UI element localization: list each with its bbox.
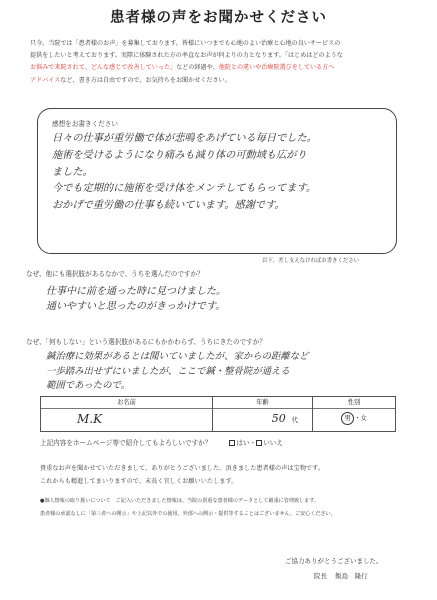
consent-separator: ・	[249, 439, 257, 447]
director-role: 院長	[314, 572, 327, 580]
intro-line-1: 只今、当院では「患者様のお声」を募集しております。皆様にいつまでも心地のよい治療と心地の良いサービスの	[30, 40, 341, 47]
impressions-label: 感想をお書きください	[52, 120, 118, 128]
gender-cell	[313, 397, 395, 431]
name-label: お名前	[117, 399, 136, 406]
impressions-answer	[52, 131, 387, 215]
answer-2-line-3: 範囲であったので。	[46, 380, 131, 391]
intro-line-4-rest: など、書き方は自由ですので、お気持ちをお聞かせください。	[60, 76, 231, 84]
privacy-notice	[40, 495, 336, 521]
question-1: なぜ、他にも選択肢があるなかで、うちを選んだのですか？	[26, 270, 204, 278]
closing-message: ご協力ありがとうございました。	[285, 557, 383, 565]
yes-checkbox[interactable]	[229, 440, 235, 446]
age-label: 年齢	[256, 399, 269, 406]
intro-text	[30, 38, 420, 87]
gender-male: 男	[341, 412, 354, 425]
consent-question: 上記内容をホームページ等で紹介してもよろしいですか？	[40, 439, 212, 447]
thanks-text	[40, 462, 324, 488]
answer-2	[46, 350, 426, 394]
gender-label: 性別	[347, 399, 361, 406]
answer-2-line-2: 一歩踏み出せずにいましたが、ここで鍼・整骨院が通える	[46, 365, 290, 377]
age-cell	[213, 397, 313, 431]
consent-yes: はい	[236, 439, 250, 447]
intro-highlight-2: 他院との違いや治療院選びをしている方へ	[218, 64, 335, 72]
thanks-line-1: 貴重なお声を聞かせていただきまして、ありがとうございました。頂きました患者様の声は宝物です。	[40, 465, 325, 472]
no-checkbox[interactable]	[256, 440, 262, 446]
answer-2-line-1: 鍼治療に効果があるとは聞いていましたが、家からの距離など	[46, 351, 309, 362]
intro-line-3	[30, 62, 420, 74]
answer-1	[46, 284, 416, 314]
intro-highlight-3: アドバイス	[30, 76, 61, 84]
gender-separator: ・	[354, 415, 361, 422]
answer-1-line-1: 仕事中に前を通った時に見つけました。	[46, 286, 226, 297]
age-row	[213, 408, 312, 432]
intro-line-2: 提供をしたいと考えております。実際に体験された方の率直なお声が何よりの力となります。「はじめはどのような	[30, 52, 343, 60]
gender-female: 女	[360, 415, 367, 422]
impressions-line-2: 施術を受けるようになり痛みも減り体の可動域も広がり	[52, 149, 307, 161]
page-title: 患者様の声をお聞かせください	[110, 10, 327, 26]
privacy-line-1: ●個人情報の取り扱いについて ご記入いただきました情報は、当院の貴重な患者様のデータとして厳重に管理致します。	[40, 498, 320, 504]
signature	[314, 571, 368, 580]
impressions-line-4: 今でも定期的に施術を受け体をメンテしてもらってます。	[52, 183, 317, 195]
info-table	[40, 396, 396, 432]
intro-line-4	[30, 75, 420, 87]
impressions-box	[37, 108, 397, 254]
director-name: 飯島 隆行	[335, 572, 368, 580]
consent-row	[40, 437, 283, 447]
thanks-line-2: これからも精進してまいりますので、末長く宜しくお願いいたします。	[40, 478, 238, 485]
name-cell	[41, 397, 213, 431]
privacy-line-2: 患者様の承認なしに「第三者への開示」や上記以外での使用、外部への開示・提供等することはございません。ご安心ください。	[40, 511, 336, 517]
answer-1-line-2: 通いやすいと思ったのがきっかけです。	[46, 301, 226, 312]
gender-row	[313, 408, 395, 430]
question-2: なぜ、「何もしない」という選択肢があるにもかかわらず、うちにきたのですか？	[26, 338, 266, 346]
intro-highlight-1: お悩みで来院されて、どんな感じで改善していった」	[30, 64, 177, 72]
age-value: 50	[271, 412, 286, 425]
impressions-line-1: 日々の仕事が重労働で体が悲鳴をあげている毎日でした。	[52, 133, 317, 144]
impressions-line-5: おかげで重労働の仕事も続いています。感謝です。	[52, 200, 285, 212]
intro-line-3-mid: などの経過や、	[176, 64, 219, 72]
impressions-line-3: ました。	[52, 166, 93, 178]
age-unit: 代	[291, 417, 298, 424]
consent-no: いいえ	[263, 439, 283, 447]
name-value: M.K	[77, 412, 103, 426]
optional-note: 以下、差し支えなければお書きください	[262, 258, 360, 264]
